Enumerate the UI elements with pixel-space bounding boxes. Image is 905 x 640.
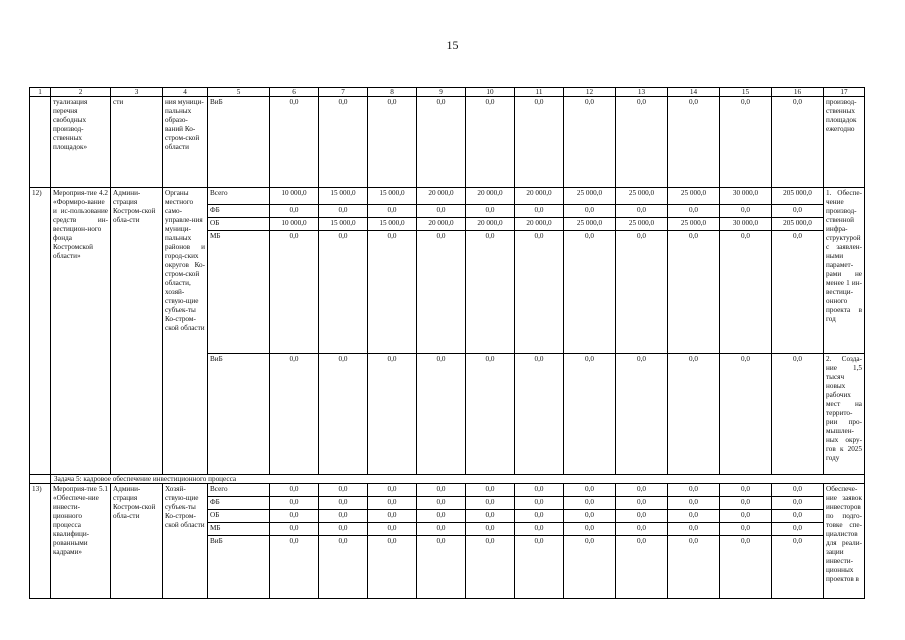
funding-source: ФБ (208, 205, 270, 218)
funding-value: 10 000,0 (270, 218, 319, 231)
funding-value: 25 000,0 (564, 188, 616, 205)
column-number: 15 (720, 88, 772, 97)
funding-value: 0,0 (772, 97, 824, 188)
funding-value: 0,0 (368, 510, 417, 523)
funding-value: 0,0 (270, 536, 319, 599)
row-number (30, 97, 51, 188)
funding-value: 0,0 (368, 97, 417, 188)
funding-value: 0,0 (616, 536, 668, 599)
column-number: 2 (51, 88, 111, 97)
funding-value: 0,0 (720, 354, 772, 475)
funding-value: 15 000,0 (319, 218, 368, 231)
funding-value: 0,0 (270, 354, 319, 475)
column-number: 10 (466, 88, 515, 97)
table-row (30, 188, 865, 205)
funding-value: 0,0 (616, 510, 668, 523)
funding-value: 0,0 (772, 205, 824, 218)
funding-source: Всего (208, 484, 270, 497)
funding-value: 0,0 (564, 523, 616, 536)
expected-result-1: 1. Обеспе-чение производ-ственной инфра-структурой с заявлен-ными парамет-рами не менее 1 ин-вестици-онного проекта в год (824, 188, 865, 354)
funding-value: 0,0 (417, 510, 466, 523)
funding-value: 0,0 (270, 97, 319, 188)
executor: сти (111, 97, 163, 188)
funding-source: ВиБ (208, 536, 270, 599)
funding-value: 15 000,0 (368, 218, 417, 231)
funding-value: 0,0 (668, 536, 720, 599)
funding-value: 0,0 (515, 510, 564, 523)
funding-value: 0,0 (772, 536, 824, 599)
funding-value: 0,0 (515, 497, 564, 510)
funding-source: ОБ (208, 218, 270, 231)
funding-value: 25 000,0 (668, 218, 720, 231)
column-number: 8 (368, 88, 417, 97)
funding-value: 15 000,0 (368, 188, 417, 205)
funding-source: ОБ (208, 510, 270, 523)
funding-source: МБ (208, 523, 270, 536)
funding-value: 0,0 (616, 497, 668, 510)
funding-value: 0,0 (319, 231, 368, 354)
funding-value: 0,0 (270, 205, 319, 218)
funding-value: 30 000,0 (720, 188, 772, 205)
funding-value: 0,0 (270, 231, 319, 354)
participants: Хозяй-ствую-щие субъек-ты Ко-стром-ской области (163, 484, 208, 599)
column-number: 12 (564, 88, 616, 97)
funding-value: 0,0 (466, 484, 515, 497)
funding-value: 0,0 (772, 497, 824, 510)
header-row (30, 88, 865, 97)
funding-value: 0,0 (368, 205, 417, 218)
funding-value: 0,0 (515, 536, 564, 599)
funding-value: 0,0 (319, 205, 368, 218)
column-number: 6 (270, 88, 319, 97)
row-number (30, 475, 51, 484)
funding-value: 0,0 (466, 231, 515, 354)
funding-value: 0,0 (417, 97, 466, 188)
funding-value: 20 000,0 (417, 188, 466, 205)
funding-value: 25 000,0 (616, 188, 668, 205)
funding-value: 0,0 (417, 536, 466, 599)
funding-value: 0,0 (417, 523, 466, 536)
funding-value: 0,0 (466, 523, 515, 536)
funding-value: 0,0 (564, 510, 616, 523)
funding-source: ФБ (208, 497, 270, 510)
funding-source: МБ (208, 231, 270, 354)
table-row (30, 97, 865, 188)
funding-value: 20 000,0 (515, 188, 564, 205)
funding-value: 0,0 (668, 205, 720, 218)
funding-value: 0,0 (417, 484, 466, 497)
funding-value: 0,0 (319, 510, 368, 523)
funding-value: 0,0 (368, 354, 417, 475)
funding-value: 0,0 (515, 523, 564, 536)
funding-value: 0,0 (616, 523, 668, 536)
funding-value: 0,0 (720, 536, 772, 599)
funding-value: 0,0 (515, 231, 564, 354)
task-title: Задача 5: кадровое обеспечение инвестиционного процесса (51, 475, 865, 484)
funding-value: 20 000,0 (417, 218, 466, 231)
funding-value: 0,0 (668, 97, 720, 188)
funding-value: 0,0 (720, 97, 772, 188)
program-table (29, 87, 865, 599)
funding-value: 205 000,0 (772, 188, 824, 205)
funding-value: 0,0 (668, 510, 720, 523)
funding-value: 0,0 (564, 484, 616, 497)
funding-value: 0,0 (616, 97, 668, 188)
funding-value: 0,0 (772, 354, 824, 475)
expected-result: Обеспече-ние заявок инвесторов по подго-товке спе-циалистов для реали-зации инвести-ционных проектов в (824, 484, 865, 599)
funding-value: 205 000,0 (772, 218, 824, 231)
funding-value: 10 000,0 (270, 188, 319, 205)
row-number: 12) (30, 188, 51, 475)
funding-value: 0,0 (319, 484, 368, 497)
funding-value: 0,0 (466, 205, 515, 218)
funding-value: 0,0 (515, 205, 564, 218)
funding-value: 0,0 (720, 510, 772, 523)
funding-value: 0,0 (319, 497, 368, 510)
funding-source: ВиБ (208, 354, 270, 475)
funding-value: 30 000,0 (720, 218, 772, 231)
funding-value: 0,0 (616, 354, 668, 475)
column-number: 5 (208, 88, 270, 97)
column-number: 7 (319, 88, 368, 97)
column-number: 13 (616, 88, 668, 97)
funding-value: 0,0 (668, 231, 720, 354)
funding-value: 0,0 (616, 231, 668, 354)
funding-value: 0,0 (417, 497, 466, 510)
funding-source: Всего (208, 188, 270, 205)
funding-value: 0,0 (564, 354, 616, 475)
funding-value: 0,0 (564, 205, 616, 218)
column-number: 4 (163, 88, 208, 97)
funding-value: 0,0 (772, 523, 824, 536)
row-number: 13) (30, 484, 51, 599)
funding-value: 0,0 (515, 484, 564, 497)
funding-value: 0,0 (668, 523, 720, 536)
funding-value: 0,0 (368, 231, 417, 354)
funding-value: 0,0 (417, 205, 466, 218)
page-number: 15 (446, 38, 459, 52)
column-number: 1 (30, 88, 51, 97)
funding-value: 0,0 (616, 484, 668, 497)
funding-value: 0,0 (466, 497, 515, 510)
funding-value: 0,0 (270, 510, 319, 523)
funding-value: 0,0 (368, 484, 417, 497)
column-number: 14 (668, 88, 720, 97)
funding-value: 20 000,0 (466, 218, 515, 231)
funding-value: 0,0 (270, 484, 319, 497)
funding-value: 20 000,0 (515, 218, 564, 231)
funding-value: 0,0 (270, 497, 319, 510)
funding-value: 0,0 (668, 484, 720, 497)
funding-source: ВиБ (208, 97, 270, 188)
measure-name: Мероприя-тие 5.1 «Обеспече-ние инвести-ционного процесса квалифици-рованными кадрами» (51, 484, 111, 599)
funding-value: 0,0 (417, 231, 466, 354)
funding-value: 0,0 (772, 231, 824, 354)
participants: ния муници-пальных образо-ваний Ко-стром-ской области (163, 97, 208, 188)
funding-value: 0,0 (564, 497, 616, 510)
measure-name: туализация перечня свободных производ-ственных площадок» (51, 97, 111, 188)
funding-value: 0,0 (772, 510, 824, 523)
funding-value: 0,0 (466, 354, 515, 475)
funding-value: 0,0 (466, 510, 515, 523)
funding-value: 0,0 (319, 97, 368, 188)
funding-value: 0,0 (720, 484, 772, 497)
funding-value: 0,0 (368, 536, 417, 599)
executor: Админи-страция Костром-ской обла-сти (111, 188, 163, 475)
funding-value: 0,0 (772, 484, 824, 497)
funding-value: 0,0 (564, 231, 616, 354)
funding-value: 0,0 (564, 97, 616, 188)
funding-value: 0,0 (466, 97, 515, 188)
funding-value: 0,0 (515, 354, 564, 475)
participants: Органы местного само-управле-ния муници-пальных районов и город-ских округов Ко-стром-ской области, хозяй-ствую-щие субъек-ты Ко-стром-ской области (163, 188, 208, 475)
funding-value: 0,0 (668, 497, 720, 510)
column-number: 9 (417, 88, 466, 97)
funding-value: 0,0 (368, 523, 417, 536)
measure-name: Мероприя-тие 4.2 «Формиро-вание и ис-пользование средств ин-вестицион-ного фонда Костромской области» (51, 188, 111, 475)
funding-value: 0,0 (368, 497, 417, 510)
funding-value: 0,0 (319, 523, 368, 536)
funding-value: 0,0 (319, 536, 368, 599)
funding-value: 0,0 (417, 354, 466, 475)
funding-value: 0,0 (616, 205, 668, 218)
funding-value: 15 000,0 (319, 188, 368, 205)
funding-value: 0,0 (720, 523, 772, 536)
funding-value: 25 000,0 (668, 188, 720, 205)
task-row (30, 475, 865, 484)
column-number: 16 (772, 88, 824, 97)
funding-value: 25 000,0 (616, 218, 668, 231)
table-row (30, 484, 865, 497)
funding-value: 0,0 (319, 354, 368, 475)
funding-value: 0,0 (270, 523, 319, 536)
funding-value: 0,0 (466, 536, 515, 599)
funding-value: 0,0 (720, 205, 772, 218)
funding-value: 0,0 (720, 497, 772, 510)
funding-value: 0,0 (668, 354, 720, 475)
executor: Админи-страция Костром-ской обла-сти (111, 484, 163, 599)
column-number: 17 (824, 88, 865, 97)
funding-value: 0,0 (515, 97, 564, 188)
funding-value: 0,0 (564, 536, 616, 599)
expected-result-2: 2. Созда-ние 1,5 тысяч новых рабочих мест на террито-рии про-мышлен-ных окру-гов к 2025 году (824, 354, 865, 475)
expected-result: производ-ственных площадок ежегодно (824, 97, 865, 188)
funding-value: 25 000,0 (564, 218, 616, 231)
column-number: 3 (111, 88, 163, 97)
column-number: 11 (515, 88, 564, 97)
funding-value: 20 000,0 (466, 188, 515, 205)
funding-value: 0,0 (720, 231, 772, 354)
